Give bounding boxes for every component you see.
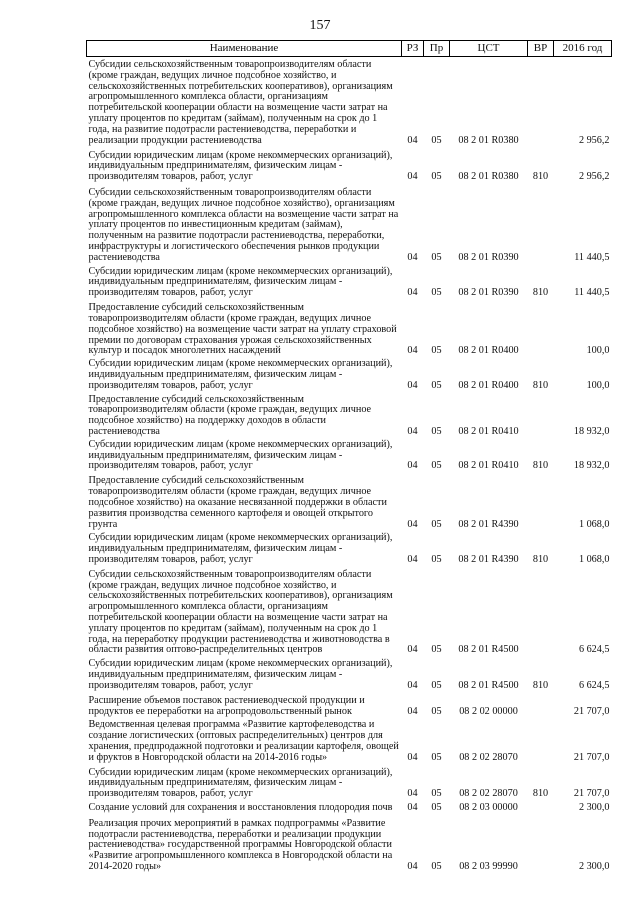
table-row xyxy=(87,765,612,801)
row-amount: 11 440,5 xyxy=(574,251,610,263)
row-vr xyxy=(528,567,554,658)
row-vr: 810 xyxy=(532,171,549,183)
row-name: Реализация прочих мероприятий в рамках подпрограммы «Развитие подотрасли растениеводства, переработки и реализации продукции растениеводства» государственной программы Новгородской области «Развитие агропромышленного комплекса в Новгородской области на 2014-2020 годы» xyxy=(88,817,393,873)
row-amount: 1 068,0 xyxy=(578,553,610,565)
table-row xyxy=(87,473,612,531)
row-name: Ведомственная целевая программа «Развитие картофелеводства и создание логистических (оптовых распределительных) центров для хранения, предпродажной подготовки и реализации картофеля, овощей и фруктов в Новгородской области на 2014-2016 годы» xyxy=(88,719,399,763)
row-name: Субсидии сельскохозяйственным товаропроизводителям области (кроме граждан, ведущих личное подсобное хозяйство), организациям агропромышленного комплекса области на возмещение части затрат на уплату процентов по инвестиционным кредитам (займам), полученным на развитие подотрасли растениеводства, переработки, инфраструктуры и логистического обеспечения рынков продукции растениеводства xyxy=(88,186,399,263)
row-name: Субсидии сельскохозяйственным товаропроизводителям области (кроме граждан, ведущих личное подсобное хозяйство, и сельскохозяйственных потребительских кооперативов), организациям агропромышленного комплекса области, организациям потребительской кооперации области на возмещение части затрат на уплату процентов по кредитам (займам), полученным на срок до 1 года, на развитие подотрасли растениеводства, переработки и реализации продукции растениеводства xyxy=(88,59,393,146)
row-cst: 08 2 01 R4500 xyxy=(458,644,519,656)
row-vr xyxy=(528,300,554,358)
row-name: Субсидии юридическим лицам (кроме некоммерческих организаций), индивидуальным предпринимателям, физическим лицам - производителям товаров, работ, услуг xyxy=(88,658,393,691)
row-rz: 04 xyxy=(407,518,418,530)
row-pr: 05 xyxy=(431,171,442,183)
header-name: Наименование xyxy=(87,41,402,57)
row-name: Субсидии сельскохозяйственным товаропроизводителям области (кроме граждан, ведущих личное подсобное хозяйство, и сельскохозяйственных потребительских кооперативов), организациям агропромышленного комплекса области, организациям потребительской кооперации области на возмещение части затрат на уплату процентов по кредитам (займам), полученным на срок до 1 года, на переработку продукции растениеводства и животноводства в области развития оптово-распределительных центров xyxy=(88,568,393,656)
row-name: Предоставление субсидий сельскохозяйственным товаропроизводителям области (кроме граждан, ведущих личное подсобное хозяйство) на поддержку доходов в области растениеводства xyxy=(88,393,372,437)
row-vr: 810 xyxy=(532,287,549,299)
row-amount: 21 707,0 xyxy=(573,751,610,763)
row-amount: 6 624,5 xyxy=(578,679,610,691)
row-pr: 05 xyxy=(431,751,442,763)
row-amount: 11 440,5 xyxy=(574,287,610,299)
row-rz: 04 xyxy=(407,553,418,565)
header-cst: ЦСТ xyxy=(450,41,528,57)
table-row xyxy=(87,57,612,148)
row-rz: 04 xyxy=(407,287,418,299)
row-cst: 08 2 01 R0410 xyxy=(458,426,519,437)
page-number: 157 xyxy=(309,18,331,33)
row-vr xyxy=(528,815,554,874)
row-name: Субсидии юридическим лицам (кроме некоммерческих организаций), индивидуальным предпринимателям, физическим лицам - производителям товаров, работ, услуг xyxy=(88,265,393,299)
row-vr: 810 xyxy=(532,379,549,391)
row-amount: 100,0 xyxy=(586,379,610,391)
row-cst: 08 2 01 R0400 xyxy=(458,345,519,357)
table-row xyxy=(87,815,612,874)
row-pr: 05 xyxy=(431,287,442,299)
row-name: Субсидии юридическим лицам (кроме некоммерческих организаций), индивидуальным предпринимателям, физическим лицам - производителям товаров, работ, услуг xyxy=(88,149,393,183)
table-row xyxy=(87,148,612,184)
row-rz: 04 xyxy=(407,251,418,263)
row-vr xyxy=(528,184,554,265)
row-rz: 04 xyxy=(407,802,418,813)
row-pr: 05 xyxy=(431,251,442,263)
row-rz: 04 xyxy=(407,460,418,472)
row-pr: 05 xyxy=(431,460,442,472)
table-row xyxy=(87,567,612,658)
row-amount: 100,0 xyxy=(586,345,610,357)
header-pr: Пр xyxy=(424,41,450,57)
row-amount: 2 956,2 xyxy=(578,171,610,183)
row-cst: 08 2 02 28070 xyxy=(459,751,518,763)
row-pr: 05 xyxy=(431,802,442,813)
header-amount: 2016 год xyxy=(554,41,612,57)
row-name: Субсидии юридическим лицам (кроме некоммерческих организаций), индивидуальным предпринимателям, физическим лицам - производителям товаров, работ, услуг xyxy=(88,438,393,472)
row-name: Расширение объемов поставок растениеводческой продукции и продуктов ее переработки на агропродовольственный рынок xyxy=(88,694,365,717)
row-cst: 08 2 03 99990 xyxy=(459,861,518,873)
row-vr xyxy=(528,718,554,764)
table-row xyxy=(87,439,612,473)
row-cst: 08 2 02 00000 xyxy=(459,705,518,717)
row-vr xyxy=(528,801,554,815)
row-vr xyxy=(528,473,554,531)
row-vr xyxy=(528,393,554,439)
table-header-row xyxy=(87,41,612,57)
row-vr: 810 xyxy=(532,679,549,691)
row-amount: 2 300,0 xyxy=(578,802,610,813)
row-pr: 05 xyxy=(431,679,442,691)
row-amount: 21 707,0 xyxy=(573,788,610,800)
row-rz: 04 xyxy=(407,705,418,717)
row-rz: 04 xyxy=(407,751,418,763)
table-row xyxy=(87,531,612,566)
row-name: Предоставление субсидий сельскохозяйственным товаропроизводителям области (кроме граждан, ведущих личное подсобное хозяйство) на оказание несвязанной поддержки в области развития производства семенного картофеля и овощей открытого грунта xyxy=(88,475,387,530)
row-amount: 2 956,2 xyxy=(578,134,610,146)
row-pr: 05 xyxy=(431,644,442,656)
row-pr: 05 xyxy=(431,426,442,437)
row-pr: 05 xyxy=(431,134,442,146)
row-vr: 810 xyxy=(532,788,549,800)
row-amount: 1 068,0 xyxy=(578,518,610,530)
row-vr xyxy=(528,693,554,719)
table-row xyxy=(87,718,612,764)
row-name: Создание условий для сохранения и восстановления плодородия почв xyxy=(88,802,393,813)
row-rz: 04 xyxy=(407,134,418,146)
row-pr: 05 xyxy=(431,379,442,391)
table-row xyxy=(87,184,612,265)
row-amount: 6 624,5 xyxy=(578,644,610,656)
row-cst: 08 2 01 R4500 xyxy=(458,679,519,691)
table-row xyxy=(87,657,612,692)
row-cst: 08 2 01 R0410 xyxy=(458,460,519,472)
row-amount: 18 932,0 xyxy=(573,460,610,472)
header-vr: ВР xyxy=(528,41,554,57)
budget-table xyxy=(86,40,612,874)
row-rz: 04 xyxy=(407,426,418,437)
row-cst: 08 2 01 R4390 xyxy=(458,518,519,530)
row-pr: 05 xyxy=(431,705,442,717)
row-cst: 08 2 01 R0380 xyxy=(458,171,519,183)
row-rz: 04 xyxy=(407,644,418,656)
row-name: Субсидии юридическим лицам (кроме некоммерческих организаций), индивидуальным предпринимателям, физическим лицам - производителям товаров, работ, услуг xyxy=(88,532,393,565)
row-cst: 08 2 01 R4390 xyxy=(458,553,519,565)
row-cst: 08 2 01 R0400 xyxy=(458,379,519,391)
row-name: Субсидии юридическим лицам (кроме некоммерческих организаций), индивидуальным предпринимателям, физическим лицам - производителям товаров, работ, услуг xyxy=(88,766,393,800)
row-cst: 08 2 03 00000 xyxy=(459,802,518,813)
row-amount: 2 300,0 xyxy=(578,861,610,873)
table-row xyxy=(87,393,612,439)
table-row xyxy=(87,358,612,392)
row-pr: 05 xyxy=(431,345,442,357)
table-row xyxy=(87,693,612,719)
row-pr: 05 xyxy=(431,861,442,873)
row-vr: 810 xyxy=(532,553,549,565)
row-vr: 810 xyxy=(532,460,549,472)
row-cst: 08 2 01 R0380 xyxy=(458,134,519,146)
row-pr: 05 xyxy=(431,788,442,800)
row-pr: 05 xyxy=(431,518,442,530)
table-row xyxy=(87,300,612,358)
row-cst: 08 2 01 R0390 xyxy=(458,251,519,263)
row-pr: 05 xyxy=(431,553,442,565)
row-cst: 08 2 01 R0390 xyxy=(458,287,519,299)
row-name: Субсидии юридическим лицам (кроме некоммерческих организаций), индивидуальным предпринимателям, физическим лицам - производителям товаров, работ, услуг xyxy=(88,358,393,391)
row-rz: 04 xyxy=(407,679,418,691)
table-row xyxy=(87,265,612,300)
row-rz: 04 xyxy=(407,788,418,800)
row-cst: 08 2 02 28070 xyxy=(459,788,518,800)
row-name: Предоставление субсидий сельскохозяйственным товаропроизводителям области (кроме граждан, ведущих личное подсобное хозяйство) на возмещение части затрат на уплату страховой премии по договорам страхования урожая сельскохозяйственных культур и посадок многолетних насаждений xyxy=(88,302,397,357)
row-vr xyxy=(528,57,554,148)
row-rz: 04 xyxy=(407,171,418,183)
row-rz: 04 xyxy=(407,379,418,391)
header-rz: РЗ xyxy=(402,41,424,57)
row-amount: 21 707,0 xyxy=(573,705,610,717)
row-amount: 18 932,0 xyxy=(573,426,610,437)
row-rz: 04 xyxy=(407,861,418,873)
table-row xyxy=(87,801,612,815)
row-rz: 04 xyxy=(407,345,418,357)
